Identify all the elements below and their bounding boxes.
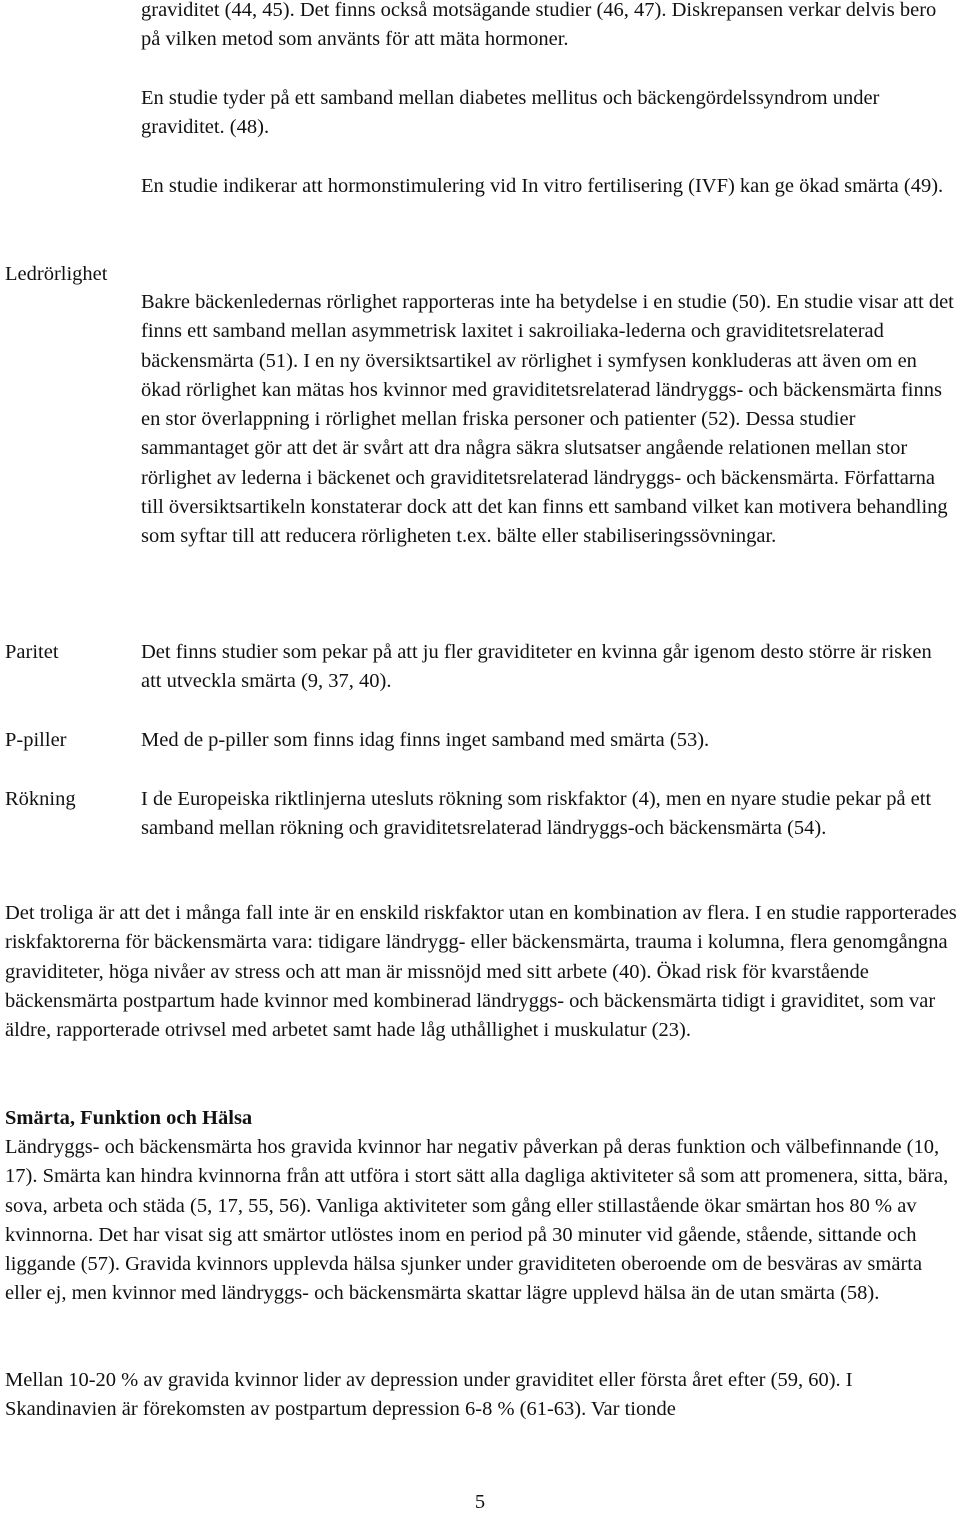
- section-heading: Smärta, Funktion och Hälsa: [5, 1107, 253, 1129]
- continuation-paragraph: graviditet (44, 45). Det finns också motsägande studier (46, 47). Diskrepansen verkar delvis bero på vilken metod som använts för att mäta hormoner.: [141, 0, 937, 51]
- label-p-piller: P-piller: [5, 729, 67, 751]
- diabetes-paragraph: En studie tyder på ett samband mellan diabetes mellitus och bäckengördelssyndrom under graviditet. (48).: [141, 87, 880, 139]
- label-rokning: Rökning: [5, 788, 76, 810]
- p-piller-paragraph: Med de p-piller som finns idag finns inget samband med smärta (53).: [141, 729, 710, 751]
- paritet-paragraph: Det finns studier som pekar på att ju fler graviditeter en kvinna går igenom desto större är risken att utveckla smärta (9, 37, 40).: [141, 641, 932, 693]
- combination-paragraph: Det troliga är att det i många fall inte är en enskild riskfaktor utan en kombination av flera. I en studie rapporterades riskfaktorerna för bäckensmärta vara: tidigare ländrygg- eller bäckensmärta, trauma i kolumna, flera genomgångna graviditeter, höga nivåer av stress och att man är missnöjd med sitt arbete (40). Ökad risk för kvarstående bäckensmärta postpartum hade kvinnor med kombinerad ländryggs- och bäckensmärta tidigt i graviditet, som var äldre, rapporterade otrivsel med arbetet samt hade låg uthållighet i muskulatur (23).: [5, 902, 957, 1042]
- page-number: 5: [474, 1491, 486, 1513]
- depression-paragraph: Mellan 10-20 % av gravida kvinnor lider av depression under graviditet eller första året efter (59, 60). I Skandinavien är förekomsten av postpartum depression 6-8 % (61-63). Var tionde: [5, 1369, 853, 1421]
- function-paragraph: Ländryggs- och bäckensmärta hos gravida kvinnor har negativ påverkan på deras funktion och välbefinnande (10, 17). Smärta kan hindra kvinnorna från att utföra i stort sätt alla dagliga aktiviteter så som att promenera, sitta, bära, sova, arbeta och städa (5, 17, 55, 56). Vanliga aktiviteter som gång eller stillastående ökar smärtan hos 80 % av kvinnorna. Det har visat sig att smärtor utlöstes inom en period på 30 minuter vid gående, stående, sittande och liggande (57). Gravida kvinnors upplevda hälsa sjunker under graviditeten oberoende om de besväras av smärta eller ej, men kvinnor med ländryggs- och bäckensmärta skattar lägre upplevd hälsa än de utan smärta (58).: [5, 1136, 949, 1305]
- rokning-paragraph: I de Europeiska riktlinjerna utesluts rökning som riskfaktor (4), men en nyare studie pekar på ett samband mellan rökning och graviditetsrelaterad ländryggs-och bäckensmärta (54).: [141, 788, 932, 840]
- ledrorlighet-paragraph: Bakre bäckenledernas rörlighet rapporteras inte ha betydelse i en studie (50). En studie visar att det finns ett samband mellan asymmetrisk laxitet i sakroiliaka-lederna och graviditetsrelaterad bäckensmärta (51). I en ny översiktsartikel av rörlighet i symfysen konkluderas att även om en ökad rörlighet kan mätas hos kvinnor med graviditetsrelaterad ländryggs- och bäckensmärta finns en stor överlappning i rörlighet mellan friska personer och patienter (52). Dessa studier sammantaget gör att det är svårt att dra några säkra slutsatser angående relationen mellan stor rörlighet av lederna i bäckenet och graviditetsrelaterad ländryggs- och bäckensmärta. Författarna till översiktsartikeln konstaterar dock att det kan finns ett samband vilket kan motivera behandling som syftar till att reducera rörligheten t.ex. bälte eller stabiliseringssövningar.: [141, 291, 954, 548]
- label-ledrorlighet: Ledrörlighet: [5, 263, 108, 285]
- label-paritet: Paritet: [5, 641, 59, 663]
- ivf-paragraph: En studie indikerar att hormonstimulering vid In vitro fertilisering (IVF) kan ge ökad smärta (49).: [141, 175, 944, 197]
